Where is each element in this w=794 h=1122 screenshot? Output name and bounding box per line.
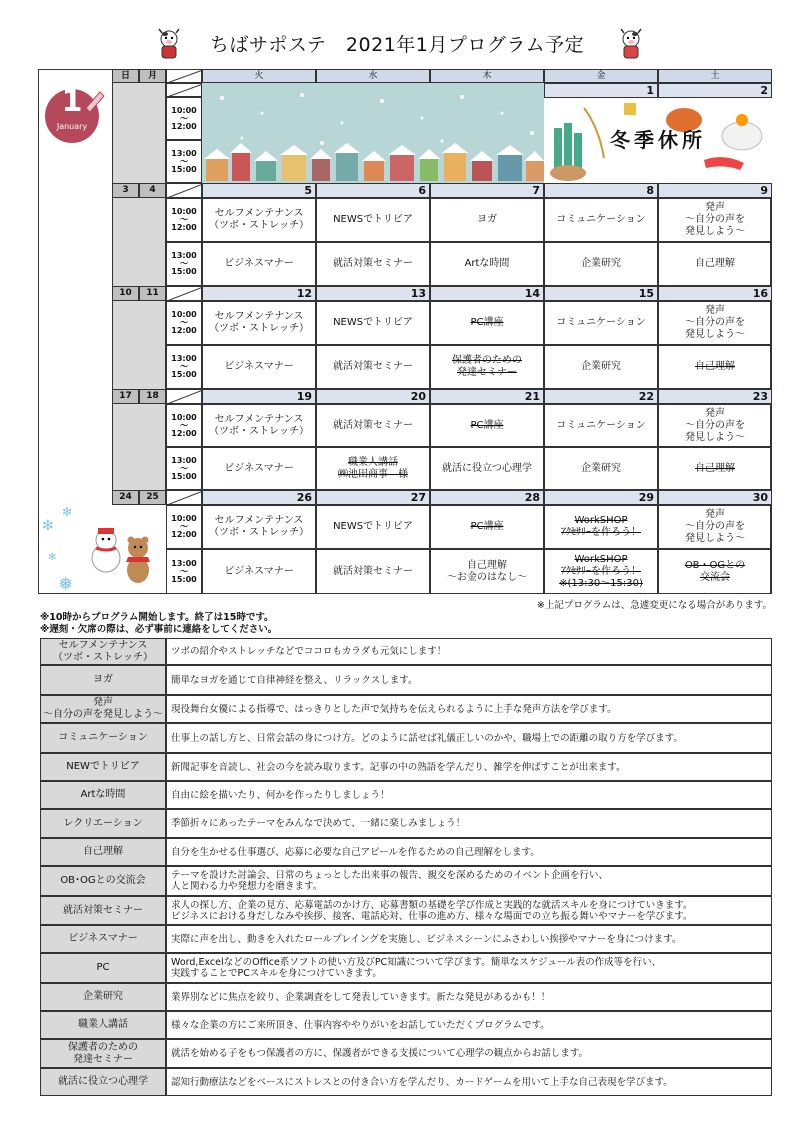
week3-sun: 10 [112,286,139,301]
program-name-15: 就活に役立つ心理学 [40,1068,166,1096]
winter-town-illustration-icon [202,83,544,183]
schedule-change-notice: ※上記プログラムは、急遽変更になる場合があります。 [536,600,772,611]
week4-time-am: 10:00 ～ 12:00 [166,404,202,447]
header-tue: 火 [202,69,316,83]
start-time-notice: ※10時からプログラム開始します。終了は15時です。 [40,612,274,623]
week3-date-fri: 15 [544,286,658,301]
week2-date-fri: 8 [544,183,658,198]
week3-fri-pm: 企業研究 [544,345,658,389]
cow-mascot-left-icon [152,26,186,60]
week5-fri-pm: WorkSHOP ｱｸｾｻﾘｰを作ろう！ ※(13:30～15:30) [544,549,658,594]
program-name-0: セルフメンテナンス （ツボ・ストレッチ） [40,638,166,665]
week2-fri-pm: 企業研究 [544,242,658,286]
program-name-14: 保護者のための 発達セミナー [40,1039,166,1068]
week3-thu-pm: 保護者のための 発達セミナー [430,345,544,389]
week3-slash [166,286,202,301]
week5-date-thu: 28 [430,490,544,505]
week4-thu-pm: 就活に役立つ心理学 [430,447,544,490]
week3-time-am: 10:00 ～ 12:00 [166,301,202,345]
week2-fri-am: コミュニケーション [544,198,658,242]
week4-sat-pm: 自己理解 [658,447,772,490]
week3-weekend-grey [112,301,166,389]
week4-wed-pm: 職業人講話 ㈱池田商事 様 [316,447,430,490]
week5-mon: 25 [139,490,166,505]
week5-thu-am: PC講座 [430,505,544,549]
winter-closure-text: 冬季休所 [610,128,706,152]
week1-date-sat: 2 [658,83,772,98]
week2-weekend-grey [112,198,166,286]
week4-fri-am: コミュニケーション [544,404,658,447]
program-desc-13: 様々な企業の方にご来所頂き、仕事内容ややりがいをお話していただくプログラムです。 [166,1011,772,1039]
week2-slash [166,183,202,198]
cow-mascot-right-icon [614,26,648,60]
program-name-11: PC [40,953,166,983]
program-name-7: 自己理解 [40,838,166,866]
week5-fri-am: WorkSHOP ｱｸｾｻﾘｰを作ろう！ [544,505,658,549]
page-title: ちばサポステ 2021年1月プログラム予定 [209,34,585,56]
program-desc-14: 就活を始める子をもつ保護者の方に、保護者ができる支援について心理学の観点からお話します。 [166,1039,772,1068]
program-name-3: コミュニケーション [40,723,166,753]
week2-thu-am: ヨガ [430,198,544,242]
week2-date-thu: 7 [430,183,544,198]
badge-number: 1 [61,84,83,119]
header-sun: 日 [112,69,139,83]
program-name-8: OB･OGとの交流会 [40,866,166,896]
week4-sat-am: 発声 ～自分の声を 発見しよう～ [658,404,772,447]
program-desc-2: 現役舞台女優による指導で、はっきりとした声で気持ちを伝えられるように上手な発声方法を学びます。 [166,695,772,723]
week2-wed-pm: 就活対策セミナー [316,242,430,286]
week5-wed-am: NEWSでトリビア [316,505,430,549]
program-name-5: Artな時間 [40,781,166,809]
svg-text:✻: ✻ [42,518,54,534]
week3-date-sat: 16 [658,286,772,301]
header-wed: 水 [316,69,430,83]
program-name-10: ビジネスマナー [40,925,166,953]
week2-wed-am: NEWSでトリビア [316,198,430,242]
week5-date-wed: 27 [316,490,430,505]
week3-time-pm: 13:00 ～ 15:00 [166,345,202,389]
week5-wed-pm: 就活対策セミナー [316,549,430,594]
week5-thu-pm: 自己理解 ～お金のはなし～ [430,549,544,594]
week4-sun: 17 [112,389,139,404]
week5-time-am: 10:00 ～ 12:00 [166,505,202,549]
week5-date-tue: 26 [202,490,316,505]
week5-sun: 24 [112,490,139,505]
week2-thu-pm: Artな時間 [430,242,544,286]
week1-slash [166,83,202,97]
week1-weekend-grey [112,83,166,183]
week3-date-thu: 14 [430,286,544,301]
header-time-slash [166,69,202,83]
week4-mon: 18 [139,389,166,404]
week2-date-sat: 9 [658,183,772,198]
week4-date-sat: 23 [658,389,772,404]
program-desc-4: 新聞記事を音読し、社会の今を読み取ります。記事の中の熟語を学んだり、雑学を伸ばすことが出来ます。 [166,753,772,781]
program-desc-7: 自分を生かせる仕事選び、応募に必要な自己アピールを作るための自己理解をします。 [166,838,772,866]
program-desc-0: ツボの紹介やストレッチなどでココロもカラダも元気にします！ [166,638,772,665]
week2-date-wed: 6 [316,183,430,198]
week5-sat-pm: OB・OGとの 交流会 [658,549,772,594]
svg-text:✻: ✻ [62,505,73,519]
program-name-2: 発声 ～自分の声を発見しよう～ [40,695,166,723]
program-desc-5: 自由に絵を描いたり、何かを作ったりしましょう！ [166,781,772,809]
week3-mon: 11 [139,286,166,301]
week5-date-fri: 29 [544,490,658,505]
program-desc-6: 季節折々にあったテーマをみんなで決めて、一緒に楽しみましょう！ [166,809,772,838]
week3-sat-am: 発声 ～自分の声を 発見しよう～ [658,301,772,345]
week3-date-wed: 13 [316,286,430,301]
header-thu: 木 [430,69,544,83]
week3-fri-am: コミュニケーション [544,301,658,345]
week3-wed-am: NEWSでトリビア [316,301,430,345]
week4-slash [166,389,202,404]
week3-tue-pm: ビジネスマナー [202,345,316,389]
program-desc-1: 簡単なヨガを通じて自律神経を整え、リラックスします。 [166,665,772,695]
week4-wed-am: 就活対策セミナー [316,404,430,447]
program-desc-12: 業界別などに焦点を絞り、企業調査をして発表していきます。新たな発見があるかも！！ [166,983,772,1011]
week4-tue-am: セルフメンテナンス （ツボ・ストレッチ） [202,404,316,447]
week5-date-sat: 30 [658,490,772,505]
week5-time-pm: 13:00 ～ 15:00 [166,549,202,594]
svg-text:✻: ✻ [48,552,57,563]
week2-date-tue: 5 [202,183,316,198]
week2-tue-pm: ビジネスマナー [202,242,316,286]
week1-time-pm: 13:00 ～ 15:00 [166,140,202,183]
week5-tue-am: セルフメンテナンス （ツボ・ストレッチ） [202,505,316,549]
week3-tue-am: セルフメンテナンス （ツボ・ストレッチ） [202,301,316,345]
week4-fri-pm: 企業研究 [544,447,658,490]
program-desc-10: 実際に声を出し、動きを入れたロールプレイングを実施し、ビジネスシーンにふさわしい挨拶やマナーを身につけます。 [166,925,772,953]
week3-thu-am: PC講座 [430,301,544,345]
header-fri: 金 [544,69,658,83]
week4-tue-pm: ビジネスマナー [202,447,316,490]
week2-tue-am: セルフメンテナンス （ツボ・ストレッチ） [202,198,316,242]
program-name-1: ヨガ [40,665,166,695]
week1-time-am: 10:00 ～ 12:00 [166,97,202,140]
week3-date-tue: 12 [202,286,316,301]
week4-date-wed: 20 [316,389,430,404]
program-desc-8: テーマを設けた討論会、日常のちょっとした出来事の報告、親交を深めるためのイベント企画を行い、 人と関わる力や発想力を磨きます。 [166,866,772,896]
svg-text:❅: ❅ [58,574,74,594]
week4-thu-am: PC講座 [430,404,544,447]
week3-sat-pm: 自己理解 [658,345,772,389]
week5-slash [166,490,202,505]
absence-notice: ※遅刻・欠席の際は、必ず事前に連絡をしてください。 [40,624,278,635]
program-name-9: 就活対策セミナー [40,896,166,925]
program-desc-15: 認知行動療法などをベースにストレスとの付き合い方を学んだり、カードゲームを用いて上手な自己表現を学びます。 [166,1068,772,1096]
week2-sat-pm: 自己理解 [658,242,772,286]
program-name-4: NEWでトリビア [40,753,166,781]
week2-sun: 3 [112,183,139,198]
week4-time-pm: 13:00 ～ 15:00 [166,447,202,490]
program-desc-3: 仕事上の話し方と、日常会話の身につけ方。どのように話せば礼儀正しいのかや、職場上での距離の取り方を学びます。 [166,723,772,753]
week3-wed-pm: 就活対策セミナー [316,345,430,389]
week4-date-fri: 22 [544,389,658,404]
week4-date-thu: 21 [430,389,544,404]
week2-sat-am: 発声 ～自分の声を 発見しよう～ [658,198,772,242]
program-name-6: レクリエーション [40,809,166,838]
header-mon: 月 [139,69,166,83]
week2-mon: 4 [139,183,166,198]
week4-weekend-grey [112,404,166,490]
week1-date-fri: 1 [544,83,658,98]
program-name-13: 職業人講話 [40,1011,166,1039]
week2-time-am: 10:00 ～ 12:00 [166,198,202,242]
week5-sat-am: 発声 ～自分の声を 発見しよう～ [658,505,772,549]
week5-tue-pm: ビジネスマナー [202,549,316,594]
program-desc-9: 求人の探し方、企業の見方、応募電話のかけ方、応募書類の基礎を学び作成と実践的な就活スキルを身につけていきます。 ビジネスにおける身だしなみや挨拶、接客、電話応対、仕事の進め方、様々な場面での立ち振る舞いやマナーを学びます。 [166,896,772,925]
snowman-bear-illustration-icon [38,500,166,594]
badge-label: January [56,122,88,131]
week2-time-pm: 13:00 ～ 15:00 [166,242,202,286]
header-sat: 土 [658,69,772,83]
program-name-12: 企業研究 [40,983,166,1011]
week4-date-tue: 19 [202,389,316,404]
program-desc-11: Word,ExcelなどのOffice系ソフトの使い方及びPC知識について学びます。簡単なスケジュール表の作成等を行い、 実践することでPCスキルを身につけていきます。 [166,953,772,983]
